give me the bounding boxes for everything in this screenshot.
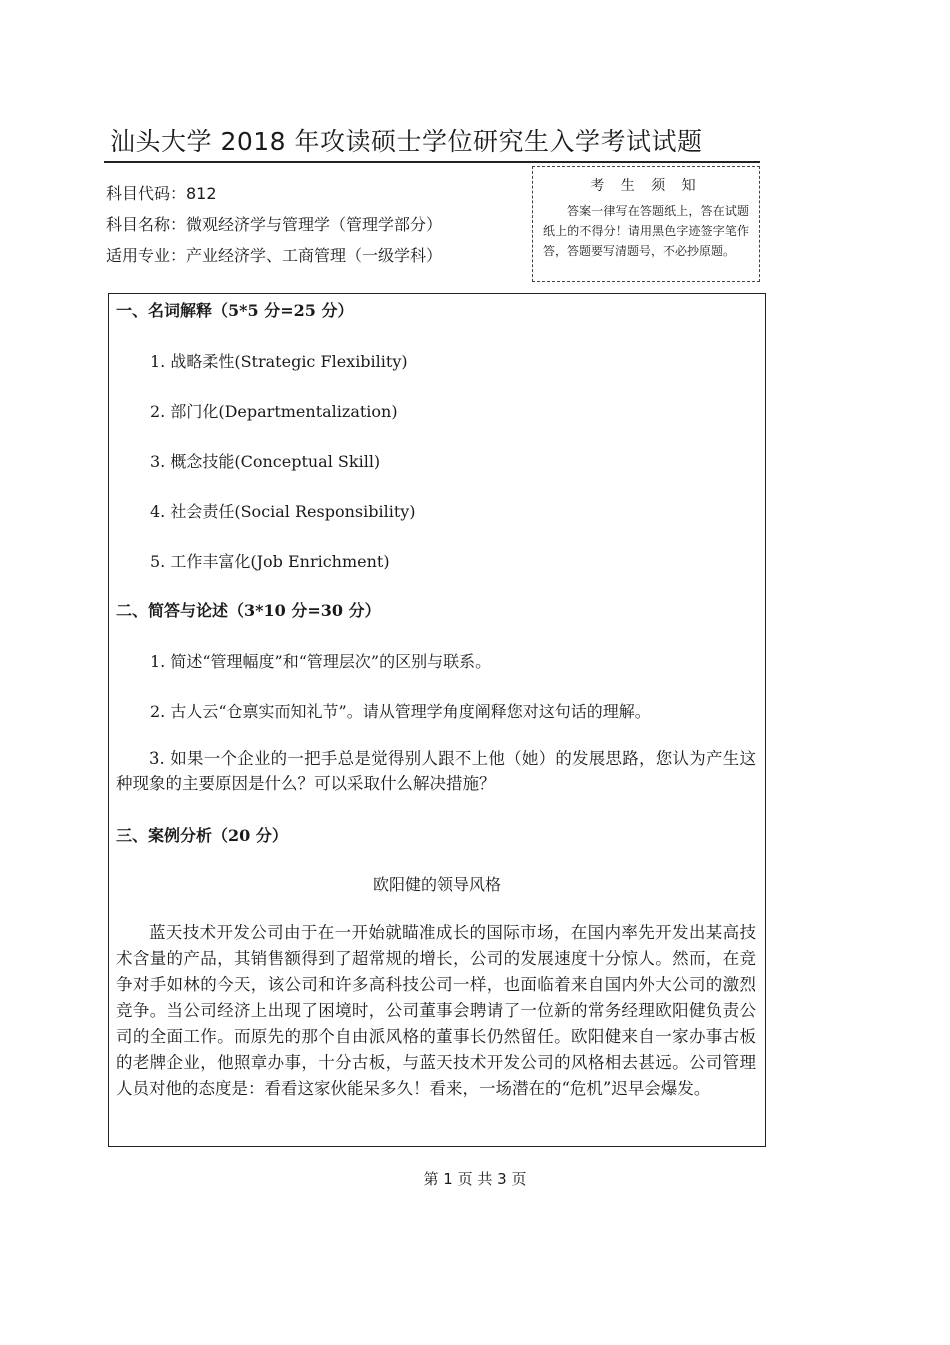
subject-name: 科目名称：微观经济学与管理学（管理学部分） bbox=[106, 215, 443, 234]
section2-item-2: 2. 古人云“仓禀实而知礼节”。请从管理学角度阐释您对这句话的理解。 bbox=[150, 702, 651, 721]
title-rule bbox=[104, 161, 760, 163]
section1-item-5: 5. 工作丰富化(Job Enrichment) bbox=[150, 552, 390, 571]
section1-item-3: 3. 概念技能(Conceptual Skill) bbox=[150, 452, 381, 471]
applicable-majors: 适用专业：产业经济学、工商管理（一级学科） bbox=[106, 246, 443, 265]
candidate-notice bbox=[532, 166, 760, 282]
section1-heading: 一、名词解释（5*5 分=25 分） bbox=[116, 301, 354, 320]
section2-item-1: 1. 简述“管理幅度”和“管理层次”的区别与联系。 bbox=[150, 652, 492, 671]
case-text: 蓝天技术开发公司由于在一开始就瞄准成长的国际市场，在国内率先开发出某高技术含量的产品，其销售额得到了超常规的增长，公司的发展速度十分惊人。然而，在竞争对手如林的今天，该公司和许多高科技公司一样，也面临着来自国内外大公司的激烈竞争。当公司经济上出现了困境时，公司董事会聘请了一位新的常务经理欧阳健负责公司的全面工作。而原先的那个自由派风格的董事长仍然留任。欧阳健来自一家办事古板的老牌企业，他照章办事，十分古板，与蓝天技术开发公司的风格相去甚远。公司管理人员对他的态度是：看看这家伙能呆多久！看来，一场潜在的“危机”迟早会爆发。 bbox=[116, 923, 756, 1098]
case-title: 欧阳健的领导风格 bbox=[372, 875, 501, 894]
section2-item-3: 3. 如果一个企业的一把手总是觉得别人跟不上他（她）的发展思路，您认为产生这种现象的主要原因是什么？可以采取什么解决措施？ bbox=[116, 749, 756, 793]
subject-code: 科目代码：812 bbox=[106, 184, 217, 203]
section1-item-2: 2. 部门化(Departmentalization) bbox=[150, 402, 398, 421]
page-number: 第 1 页 共 3 页 bbox=[423, 1170, 527, 1188]
section1-item-1: 1. 战略柔性(Strategic Flexibility) bbox=[150, 352, 408, 371]
section3-heading: 三、案例分析（20 分） bbox=[116, 826, 288, 845]
section2-heading: 二、简答与论述（3*10 分=30 分） bbox=[116, 601, 381, 620]
exam-title: 汕头大学 2018 年攻读硕士学位研究生入学考试试题 bbox=[110, 127, 703, 156]
notice-title: 考 生 须 知 bbox=[590, 178, 702, 194]
notice-body: 答案一律写在答题纸上，答在试题纸上的不得分！请用黑色字迹签字笔作答，答题要写清题号，不必抄原题。 bbox=[543, 204, 749, 258]
section1-item-4: 4. 社会责任(Social Responsibility) bbox=[150, 502, 416, 521]
